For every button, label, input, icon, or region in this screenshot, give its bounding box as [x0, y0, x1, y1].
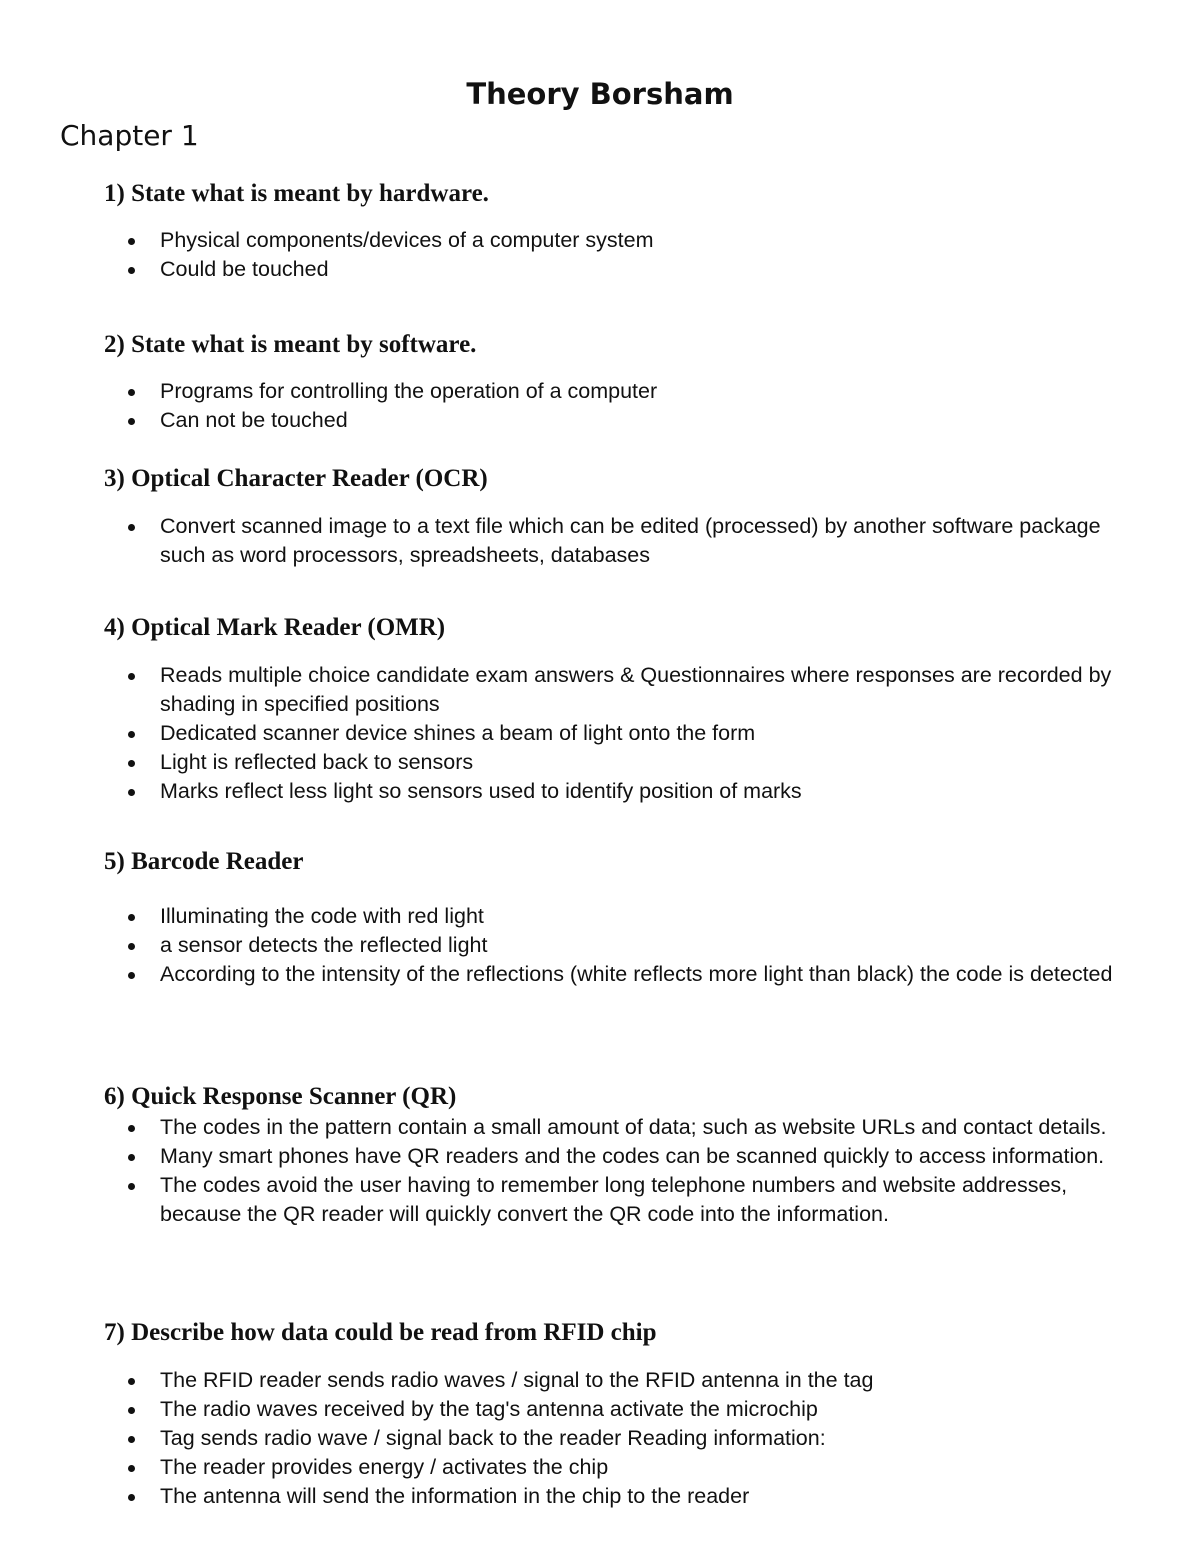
list-item: Physical components/devices of a computer system — [124, 226, 1124, 255]
question-heading-3: 3) Optical Character Reader (OCR) — [104, 465, 488, 492]
list-item: a sensor detects the reflected light — [124, 931, 1124, 960]
list-item: Can not be touched — [124, 406, 1124, 435]
list-item: Convert scanned image to a text file which can be edited (processed) by another software package such as word processors, spreadsheets, databases — [124, 512, 1124, 570]
question-heading-5: 5) Barcode Reader — [104, 848, 304, 875]
list-item: Illuminating the code with red light — [124, 902, 1124, 931]
list-item: Programs for controlling the operation of a computer — [124, 377, 1124, 406]
list-item: The codes avoid the user having to remember long telephone numbers and website addresses, because the QR reader will quickly convert the QR code into the information. — [124, 1171, 1124, 1229]
question-heading-4: 4) Optical Mark Reader (OMR) — [104, 614, 446, 641]
list-item: The antenna will send the information in the chip to the reader — [124, 1482, 1124, 1511]
list-item: According to the intensity of the reflections (white reflects more light than black) the code is detected — [124, 960, 1124, 989]
answer-list-3 — [124, 512, 1124, 570]
list-item: Dedicated scanner device shines a beam of light onto the form — [124, 719, 1124, 748]
list-item: The RFID reader sends radio waves / signal to the RFID antenna in the tag — [124, 1366, 1124, 1395]
question-heading-7: 7) Describe how data could be read from RFID chip — [104, 1319, 657, 1346]
answer-list-5 — [124, 902, 1124, 989]
list-item: Many smart phones have QR readers and the codes can be scanned quickly to access information. — [124, 1142, 1124, 1171]
question-heading-2: 2) State what is meant by software. — [104, 331, 477, 358]
answer-list-7 — [124, 1366, 1124, 1511]
question-heading-6: 6) Quick Response Scanner (QR) — [104, 1083, 457, 1110]
answer-list-6 — [124, 1113, 1124, 1229]
chapter-heading: Chapter 1 — [60, 119, 199, 152]
list-item: The codes in the pattern contain a small amount of data; such as website URLs and contact details. — [124, 1113, 1124, 1142]
list-item: The radio waves received by the tag's antenna activate the microchip — [124, 1395, 1124, 1424]
answer-list-4 — [124, 661, 1124, 806]
list-item: Marks reflect less light so sensors used to identify position of marks — [124, 777, 1124, 806]
list-item: Could be touched — [124, 255, 1124, 284]
list-item: Light is reflected back to sensors — [124, 748, 1124, 777]
answer-list-1 — [124, 226, 1124, 284]
answer-list-2 — [124, 377, 1124, 435]
document-title: Theory Borsham — [466, 77, 734, 111]
list-item: Reads multiple choice candidate exam answers & Questionnaires where responses are recorded by shading in specified positions — [124, 661, 1124, 719]
question-heading-1: 1) State what is meant by hardware. — [104, 180, 489, 207]
list-item: Tag sends radio wave / signal back to the reader Reading information: — [124, 1424, 1124, 1453]
list-item: The reader provides energy / activates the chip — [124, 1453, 1124, 1482]
